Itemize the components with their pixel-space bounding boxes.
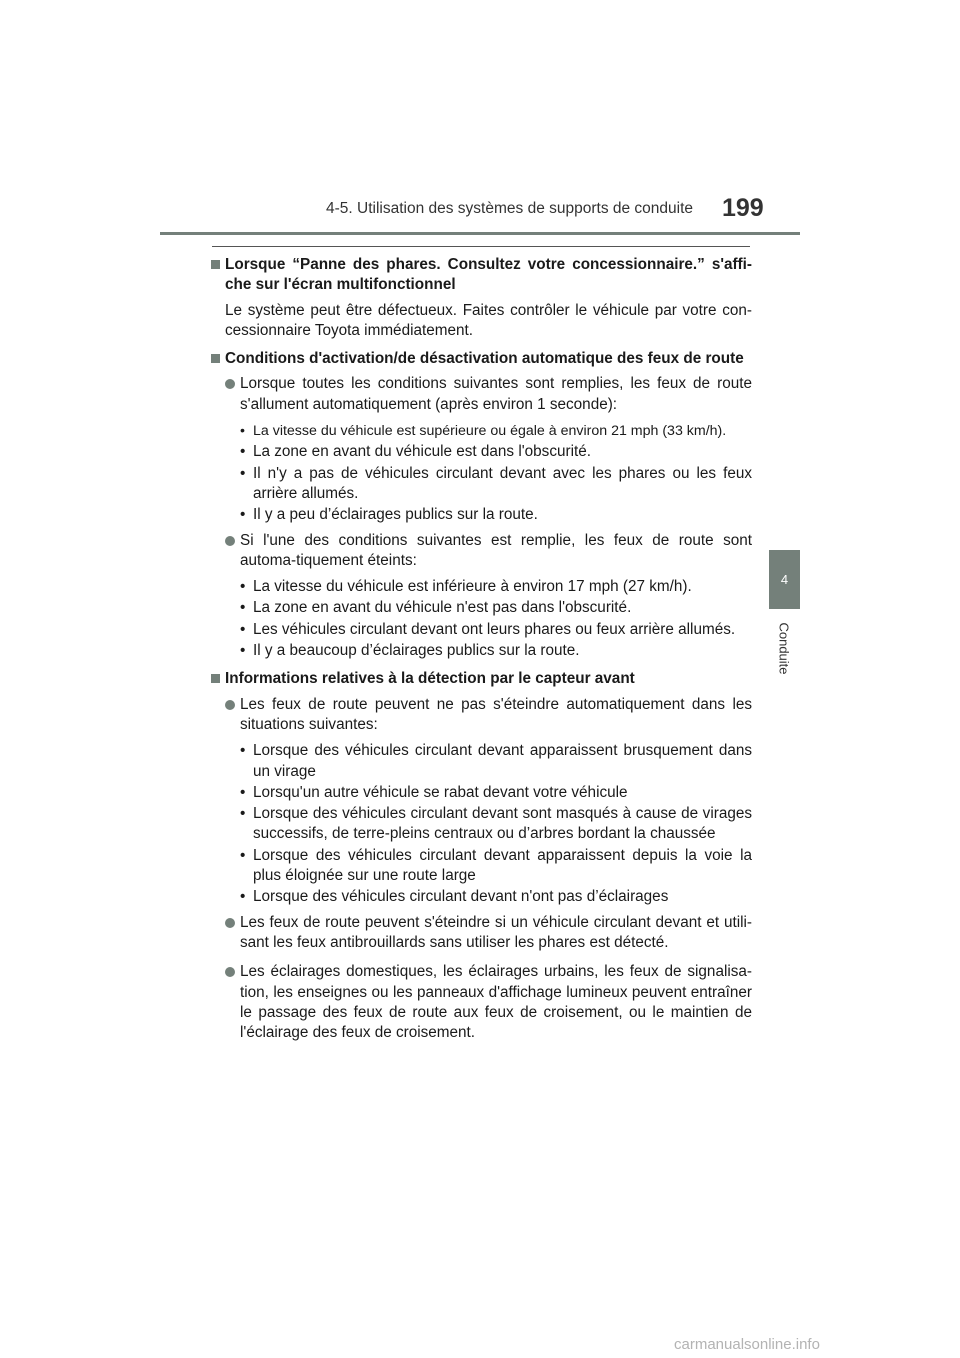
list-item: • Il y a beaucoup d’éclairages publics sur la route. [240,642,580,660]
section-conditions [211,349,752,661]
section-title: 4-5. Utilisation des systèmes de supports de conduite [326,200,694,217]
list-item: • Lorsque des véhicules circulant devant n'ont pas d’éclairages [240,888,669,906]
section-heading [211,255,752,296]
list-item: • Lorsqu'un autre véhicule se rabat devant votre véhicule [240,783,628,801]
list-item: • La vitesse du véhicule est inférieure à environ 17 mph (27 km/h). [240,578,692,596]
chapter-number: 4 [780,572,789,587]
list-item: • Il n'y a pas de véhicules circulant devant avec les phares ou les feux arrière allumés. [240,464,752,502]
heading-text: Lorsque “Panne des phares. Consultez votre concessionnaire.” s'affi-che sur l'écran multifonctionnel [225,256,752,294]
list-item: • Lorsque des véhicules circulant devant apparaissent brusquement dans un virage [240,742,752,780]
bullet-item [211,531,752,572]
bullet-text: Les éclairages domestiques, les éclairages urbains, les feux de signalisa-tion, les enseignes ou les panneaux d'affichage lumineux peuvent entraîner le passage des feux de route aux feux de croisement, ou le maintien de l'éclairage des feux de croisement. [240,963,752,1042]
circle-bullet-icon [225,379,235,389]
square-bullet-icon [211,674,220,683]
bullet-item [211,913,752,954]
chapter-label [769,616,800,680]
chapter-tab [769,550,800,609]
list-item: • Lorsque des véhicules circulant devant sont masqués à cause de virages successifs, de terre-pleins centraux ou d’arbres bordant la chaussée [240,805,752,843]
list-item: • La zone en avant du véhicule est dans l'obscurité. [240,443,591,461]
bullet-text: Les feux de route peuvent s'éteindre si un véhicule circulant devant et utili-sant les feux antibrouillards sans utiliser les phares est détecté. [240,913,752,951]
content-top-rule [212,246,750,247]
circle-bullet-icon [225,918,235,928]
section-heading [211,669,752,689]
sub-list [211,741,752,907]
list-item: • Les véhicules circulant devant ont leurs phares ou feux arrière allumés. [240,620,736,638]
circle-bullet-icon [225,967,235,977]
watermark: carmanualsonline.info [674,1336,820,1353]
sub-list [211,577,752,661]
heading-text: Conditions d'activation/de désactivation automatique des feux de route [225,350,744,368]
chapter-label-text: Conduite [777,621,793,675]
section-capteur-avant [211,669,752,1043]
bullet-item [211,695,752,736]
sub-list [211,421,752,525]
bullet-item [211,962,752,1043]
bullet-text: Lorsque toutes les conditions suivantes sont remplies, les feux de route s'allument automatiquement (après environ 1 seconde): [240,375,752,413]
page-number: 199 [722,194,764,222]
bullet-text: Si l'une des conditions suivantes est remplie, les feux de route sont automa-tiquement éteints: [240,531,752,569]
heading-text: Informations relatives à la détection par le capteur avant [225,670,635,688]
square-bullet-icon [211,260,220,269]
section-heading [211,349,752,369]
square-bullet-icon [211,354,220,363]
page-content [211,255,752,1051]
bullet-item [211,374,752,415]
list-item: • Il y a peu d’éclairages publics sur la route. [240,506,538,524]
circle-bullet-icon [225,536,235,546]
list-item: • La vitesse du véhicule est supérieure ou égale à environ 21 mph (33 km/h). [240,423,727,440]
header-rule [160,232,800,235]
bullet-text: Les feux de route peuvent ne pas s'éteindre automatiquement dans les situations suivantes: [240,695,752,733]
list-item: • Lorsque des véhicules circulant devant apparaissent depuis la voie la plus éloignée sur une route large [240,846,752,885]
circle-bullet-icon [225,700,235,710]
paragraph: Le système peut être défectueux. Faites contrôler le véhicule par votre con-cessionnaire Toyota immédiatement. [225,301,752,339]
list-item: • La zone en avant du véhicule n'est pas dans l'obscurité. [240,599,632,617]
section-panne-phares [211,255,752,341]
